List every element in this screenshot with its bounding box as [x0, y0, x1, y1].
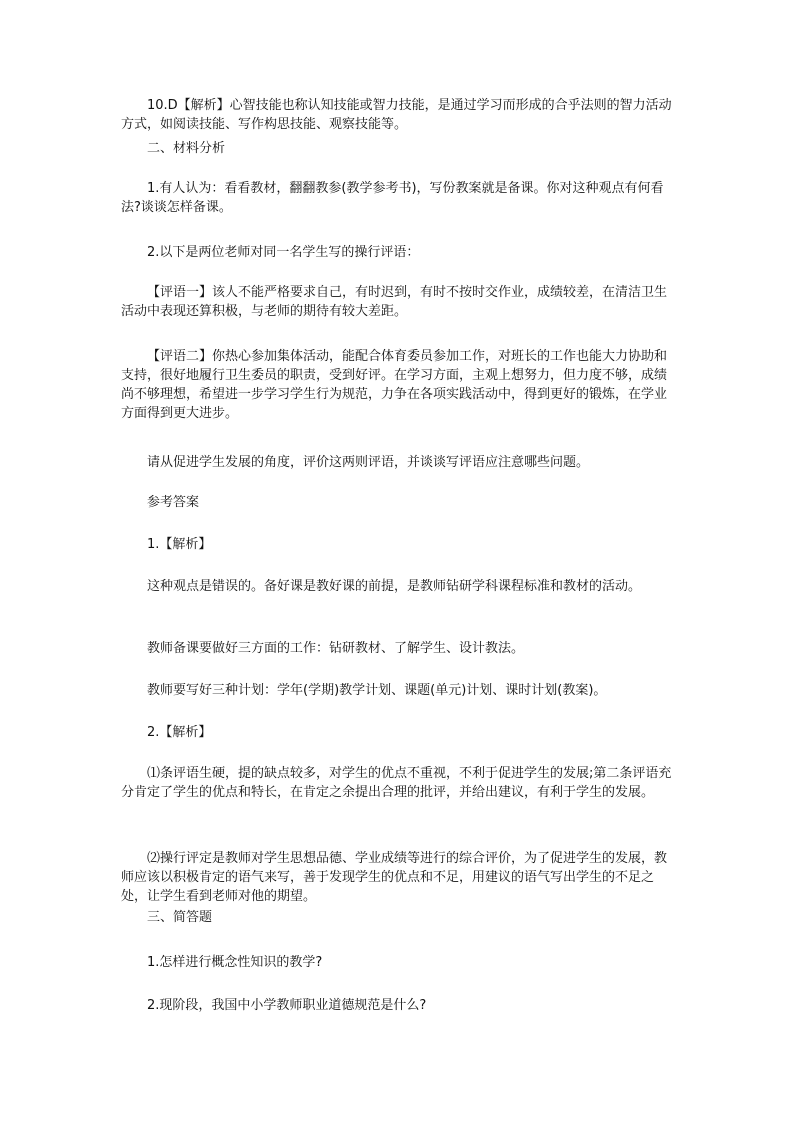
- question-1: 1.有人认为：看看教材，翻翻教参(教学参考书)，写份教案就是备课。你对这种观点有何看法?谈谈怎样备课。: [121, 181, 664, 215]
- q10-answer: 10.D【解析】心智技能也称认知技能或智力技能，是通过学习而形成的合乎法则的智力活动方式，如阅读技能、写作构思技能、观察技能等。: [121, 98, 672, 132]
- answer-1-label: 1.【解析】: [147, 537, 212, 552]
- section-3-title: 三、简答题: [147, 910, 213, 925]
- comment-2: 【评语二】你热心参加集体活动，能配合体育委员参加工作，对班长的工作也能大力协助和支持，很好地履行卫生委员的职责，受到好评。在学习方面，主观上想努力，但力度不够，成绩尚不够理想，希望进一步学习学生行为规范，力争在各项实践活动中，得到更好的锻炼，在学业方面得到更大进步。: [121, 349, 668, 421]
- section-3-question-2: 2.现阶段，我国中小学教师职业道德规范是什么?: [147, 998, 427, 1013]
- answer-1-paragraph-2: 教师备课要做好三方面的工作：钻研教材、了解学生、设计教法。: [147, 641, 525, 656]
- question-2-intro: 2.以下是两位老师对同一名学生写的操行评语：: [147, 245, 420, 260]
- comment-1: 【评语一】该人不能严格要求自己，有时迟到，有时不按时交作业，成绩较差，在清洁卫生活动中表现还算积极，与老师的期待有较大差距。: [121, 285, 668, 319]
- answer-2-label: 2.【解析】: [147, 725, 212, 740]
- answer-1-paragraph-3: 教师要写好三种计划：学年(学期)教学计划、课题(单元)计划、课时计划(教案)。: [147, 683, 607, 698]
- answer-2-paragraph-2: ⑵操行评定是教师对学生思想品德、学业成绩等进行的综合评价，为了促进学生的发展，教师应该以积极肯定的语气来写，善于发现学生的优点和不足，用建议的语气写出学生的不足之处，让学生看到老师对他的期望。: [121, 851, 668, 904]
- section-3-question-1: 1.怎样进行概念性知识的教学?: [147, 955, 323, 970]
- question-2-prompt: 请从促进学生发展的角度，评价这两则评语，并谈谈写评语应注意哪些问题。: [147, 455, 590, 470]
- section-2-title: 二、材料分析: [147, 141, 226, 156]
- answer-2-paragraph-1: ⑴条评语生硬，提的缺点较多，对学生的优点不重视，不利于促进学生的发展;第二条评语充分肯定了学生的优点和特长，在肯定之余提出合理的批评，并给出建议，有利于学生的发展。: [121, 766, 672, 800]
- answer-1-paragraph-1: 这种观点是错误的。备好课是教好课的前提，是教师钻研学科课程标准和教材的活动。: [147, 579, 642, 594]
- reference-answer-title: 参考答案: [147, 495, 200, 510]
